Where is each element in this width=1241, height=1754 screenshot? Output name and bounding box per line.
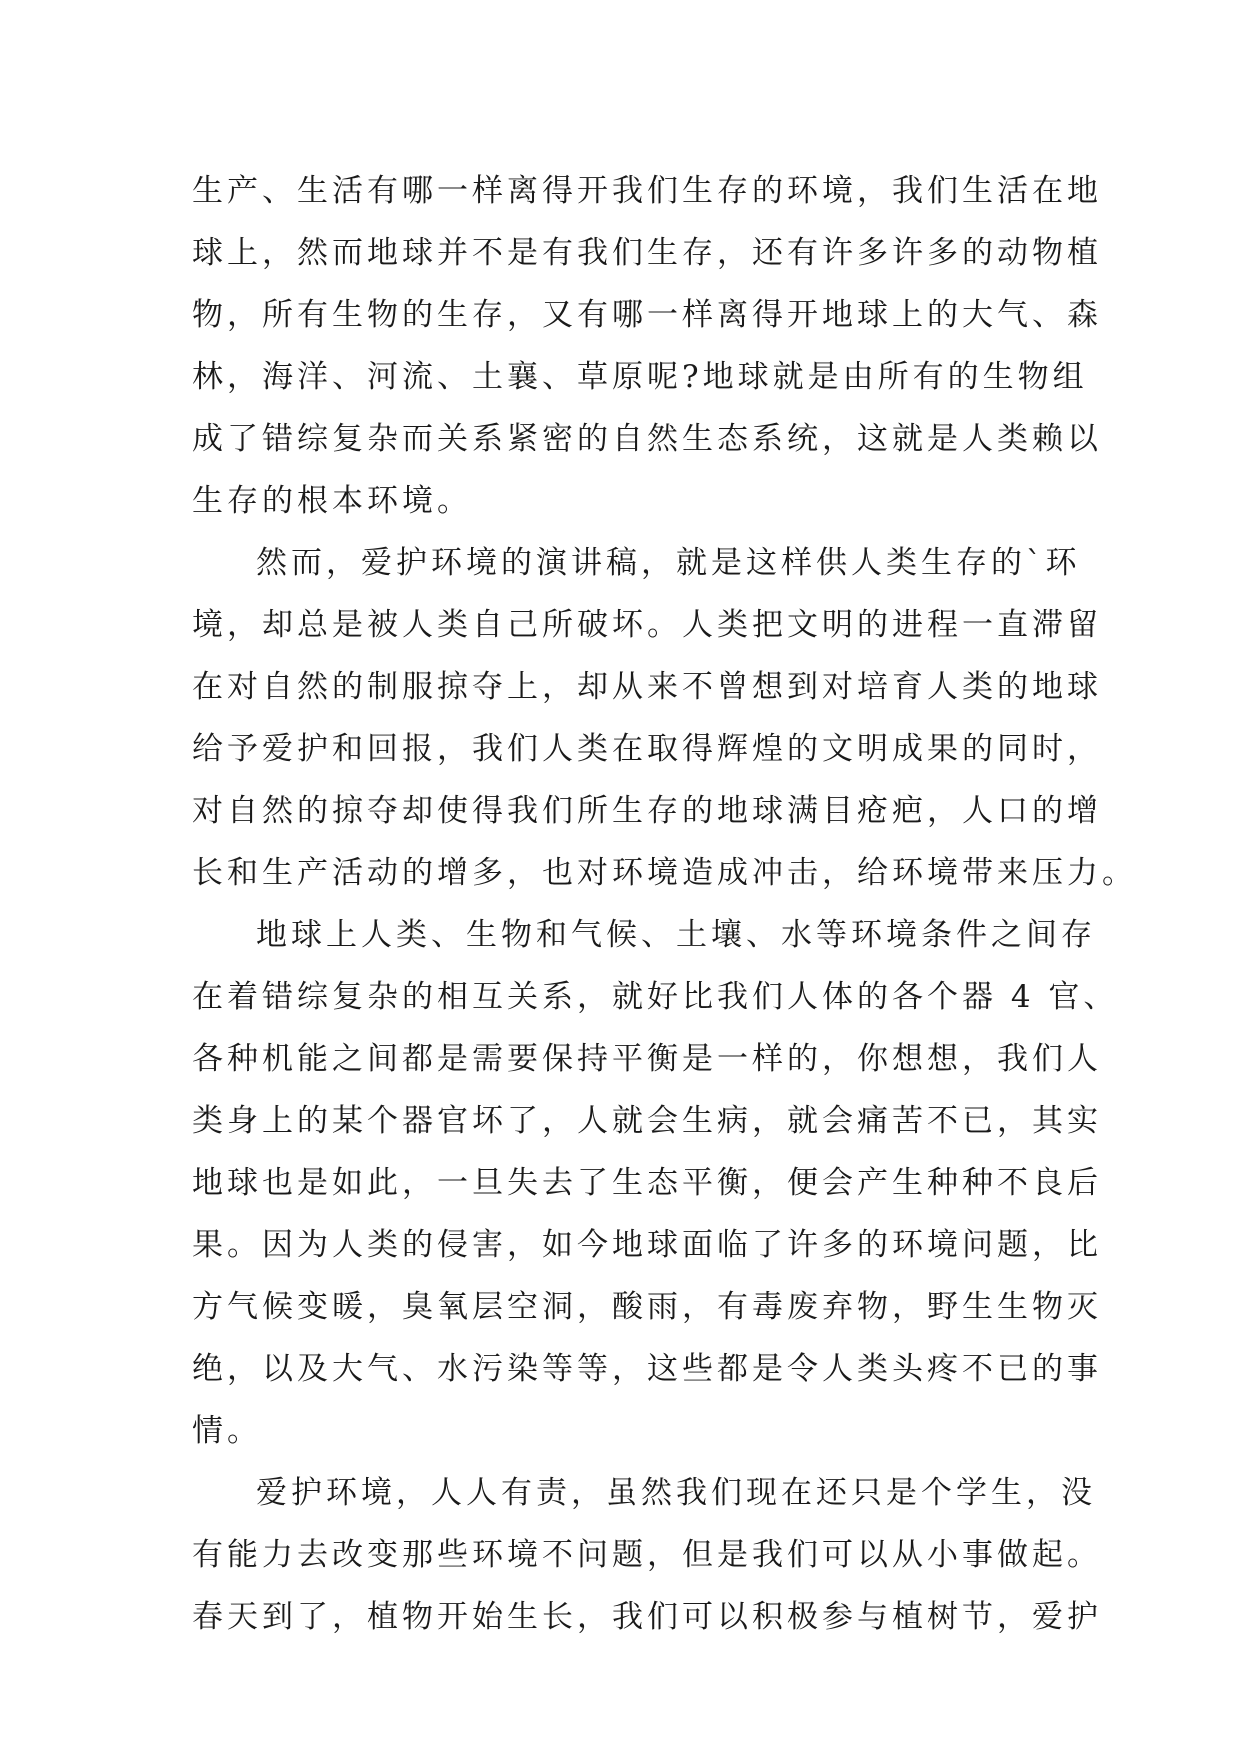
text-line: 方气候变暖，臭氧层空洞，酸雨，有毒废弃物，野生生物灭 [192, 1289, 1102, 1325]
text-line: 各种机能之间都是需要保持平衡是一样的，你想想，我们人 [192, 1041, 1102, 1077]
text-line: 对自然的掠夺却使得我们所生存的地球满目疮疤，人口的增 [192, 793, 1102, 829]
text-line: 生存的根本环境。 [192, 483, 472, 519]
paragraph-4 [192, 1462, 1102, 1648]
paragraph-2 [192, 532, 1137, 904]
text-line: 地球也是如此，一旦失去了生态平衡，便会产生种种不良后 [192, 1165, 1102, 1201]
text-line: 类身上的某个器官坏了，人就会生病，就会痛苦不已，其实 [192, 1103, 1102, 1139]
text-line: 然而，爱护环境的演讲稿，就是这样供人类生存的`环 [256, 545, 1081, 581]
text-line: 爱护环境，人人有责，虽然我们现在还只是个学生，没 [256, 1475, 1096, 1511]
paragraph-3 [192, 904, 1119, 1462]
text-line: 绝，以及大气、水污染等等，这些都是令人类头疼不已的事 [192, 1351, 1102, 1387]
text-line: 春天到了，植物开始生长，我们可以积极参与植树节，爱护 [192, 1599, 1102, 1635]
text-line: 境，却总是被人类自己所破坏。人类把文明的进程一直滞留 [192, 607, 1102, 643]
text-line: 生产、生活有哪一样离得开我们生存的环境，我们生活在地 [192, 173, 1102, 209]
text-line: 地球上人类、生物和气候、土壤、水等环境条件之间存 [256, 917, 1096, 953]
text-line: 有能力去改变那些环境不问题，但是我们可以从小事做起。 [192, 1537, 1102, 1573]
text-line: 球上，然而地球并不是有我们生存，还有许多许多的动物植 [192, 235, 1102, 271]
paragraph-1 [192, 160, 1102, 532]
text-line: 情。 [192, 1413, 262, 1449]
document-body [192, 160, 1137, 1648]
text-line: 成了错综复杂而关系紧密的自然生态系统，这就是人类赖以 [192, 421, 1102, 457]
text-line: 在对自然的制服掠夺上，却从来不曾想到对培育人类的地球 [192, 669, 1102, 705]
text-line: 长和生产活动的增多，也对环境造成冲击，给环境带来压力。 [192, 855, 1137, 891]
text-line: 物，所有生物的生存，又有哪一样离得开地球上的大气、森 [192, 297, 1102, 333]
text-line: 果。因为人类的侵害，如今地球面临了许多的环境问题，比 [192, 1227, 1102, 1263]
text-line: 给予爱护和回报，我们人类在取得辉煌的文明成果的同时， [192, 731, 1102, 767]
text-line: 在着错综复杂的相互关系，就好比我们人体的各个器 4 官、 [192, 979, 1119, 1015]
text-line: 林，海洋、河流、土襄、草原呢?地球就是由所有的生物组 [192, 359, 1088, 395]
